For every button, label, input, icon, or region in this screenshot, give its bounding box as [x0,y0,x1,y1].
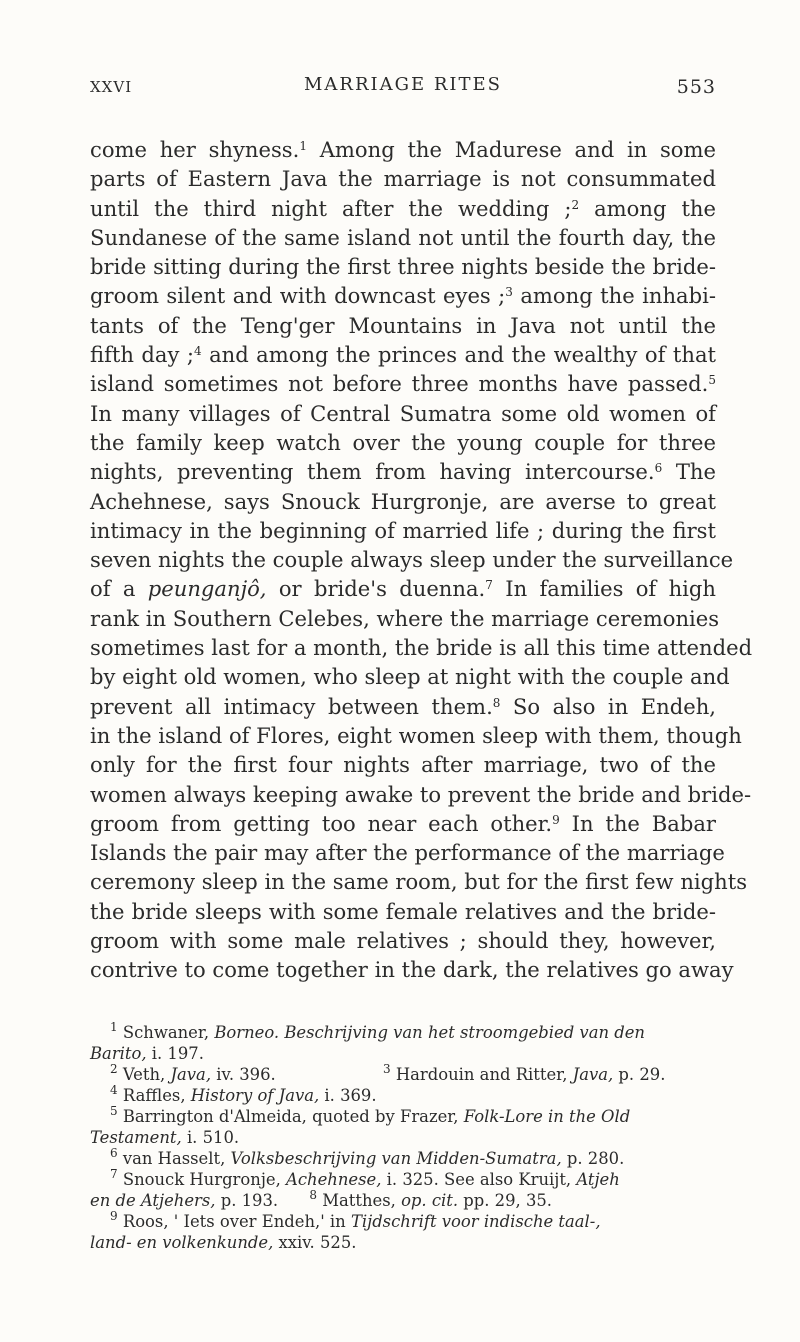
text-line: sometimes last for a month, the bride is all this time attended [90,635,753,661]
footnote-ref: 8 [492,695,501,710]
footnote-ref: 5 [708,373,716,388]
running-header [90,72,716,102]
text-line: Achehnese, says Snouck Hurgronje, are averse to great [90,488,716,514]
text-line: groom from getting too near each other.$^9$ In the Babar [90,810,716,836]
footnotes [90,1022,716,1253]
footnote-pair: $^2$ Veth, Java, iv. 396. $^3$ Hardouin and Ritter, Java, p. 29. [110,1062,666,1084]
text-line: island sometimes not before three months have passed.$^5$ [90,371,716,397]
chapter-number: XXVI [90,78,133,96]
footnote-ref: 6 [654,461,663,476]
footnote: $^7$ Snouck Hurgronje, Achehnese, i. 325. See also Kruijt, Atjeh en de Atjehers, p. 193. $^8$ Matthes, op. cit. pp. 29, 35. [90,1167,620,1210]
text-line: rank in Southern Celebes, where the marriage ceremonies [90,605,720,631]
footnote: $^1$ Schwaner, Borneo. Beschrijving van het stroomgebied van den Barito, i. 197. [90,1020,645,1063]
text-line: parts of Eastern Java the marriage is not consummated [90,166,716,192]
text-line: Islands the pair may after the performance of the marriage [90,840,725,866]
running-title: MARRIAGE RITES [303,74,503,95]
text-line: come her shyness.$^1$ Among the Madurese and in some [90,137,716,162]
text-line: In many villages of Central Sumatra some old women of [90,400,716,426]
text-line: the family keep watch over the young couple for three [90,429,716,455]
text-line: the bride sleeps with some female relatives and the bride- [90,898,716,924]
text-line: prevent all intimacy between them.$^8$ So also in Endeh, [90,693,716,719]
footnote-ref: 3 [505,285,513,300]
footnote-ref: 9 [552,812,560,827]
text-line: contrive to come together in the dark, the relatives go away [90,957,734,983]
footnote-ref: 1 [299,139,307,153]
text-line: tants of the Teng'ger Mountains in Java not until the [90,312,716,338]
text-line: Sundanese of the same island not until the fourth day, the [90,224,716,250]
footnote-ref: 2 [571,197,580,212]
text-line: of a peunganjô, or bride's duenna.$^7$ In families of high [90,576,716,602]
body-text [90,135,753,985]
text-line: seven nights the couple always sleep under the surveillance [90,547,734,573]
footnote: $^5$ Barrington d'Almeida, quoted by Frazer, Folk-Lore in the Old Testament, i. 510. [90,1104,631,1147]
text-line: groom silent and with downcast eyes ;$^3$ among the inhabi- [90,283,716,309]
text-line: until the third night after the wedding ;$^2$ among the [90,195,716,221]
footnote-ref: 7 [485,578,493,593]
footnote: $^9$ Roos, ' Iets over Endeh,' in Tijdschrift voor indische taal-, land- en volkenkunde, xxiv. 525. [90,1209,601,1252]
text-line: ceremony sleep in the same room, but for the first few nights [90,869,748,895]
footnote-ref: 4 [193,344,202,359]
text-line: women always keeping awake to prevent the bride and bride- [90,781,752,807]
page-number: 553 [676,76,716,98]
text-line: nights, preventing them from having intercourse.$^6$ The [90,459,716,485]
text-line: fifth day ;$^4$ and among the princes and the wealthy of that [90,342,717,368]
text-line: by eight old women, who sleep at night with the couple and [90,664,730,690]
text-line: intimacy in the beginning of married life ; during the first [90,517,716,543]
footnote: $^4$ Raffles, History of Java, i. 369. [110,1083,377,1105]
text-line: only for the first four nights after marriage, two of the [90,752,716,778]
text-line: in the island of Flores, eight women sleep with them, though [90,722,742,748]
text-line: bride sitting during the first three nights beside the bride- [90,254,716,280]
text-line: groom with some male relatives ; should they, however, [90,928,716,954]
footnote: $^6$ van Hasselt, Volksbeschrijving van Midden-Sumatra, p. 280. [110,1146,625,1168]
